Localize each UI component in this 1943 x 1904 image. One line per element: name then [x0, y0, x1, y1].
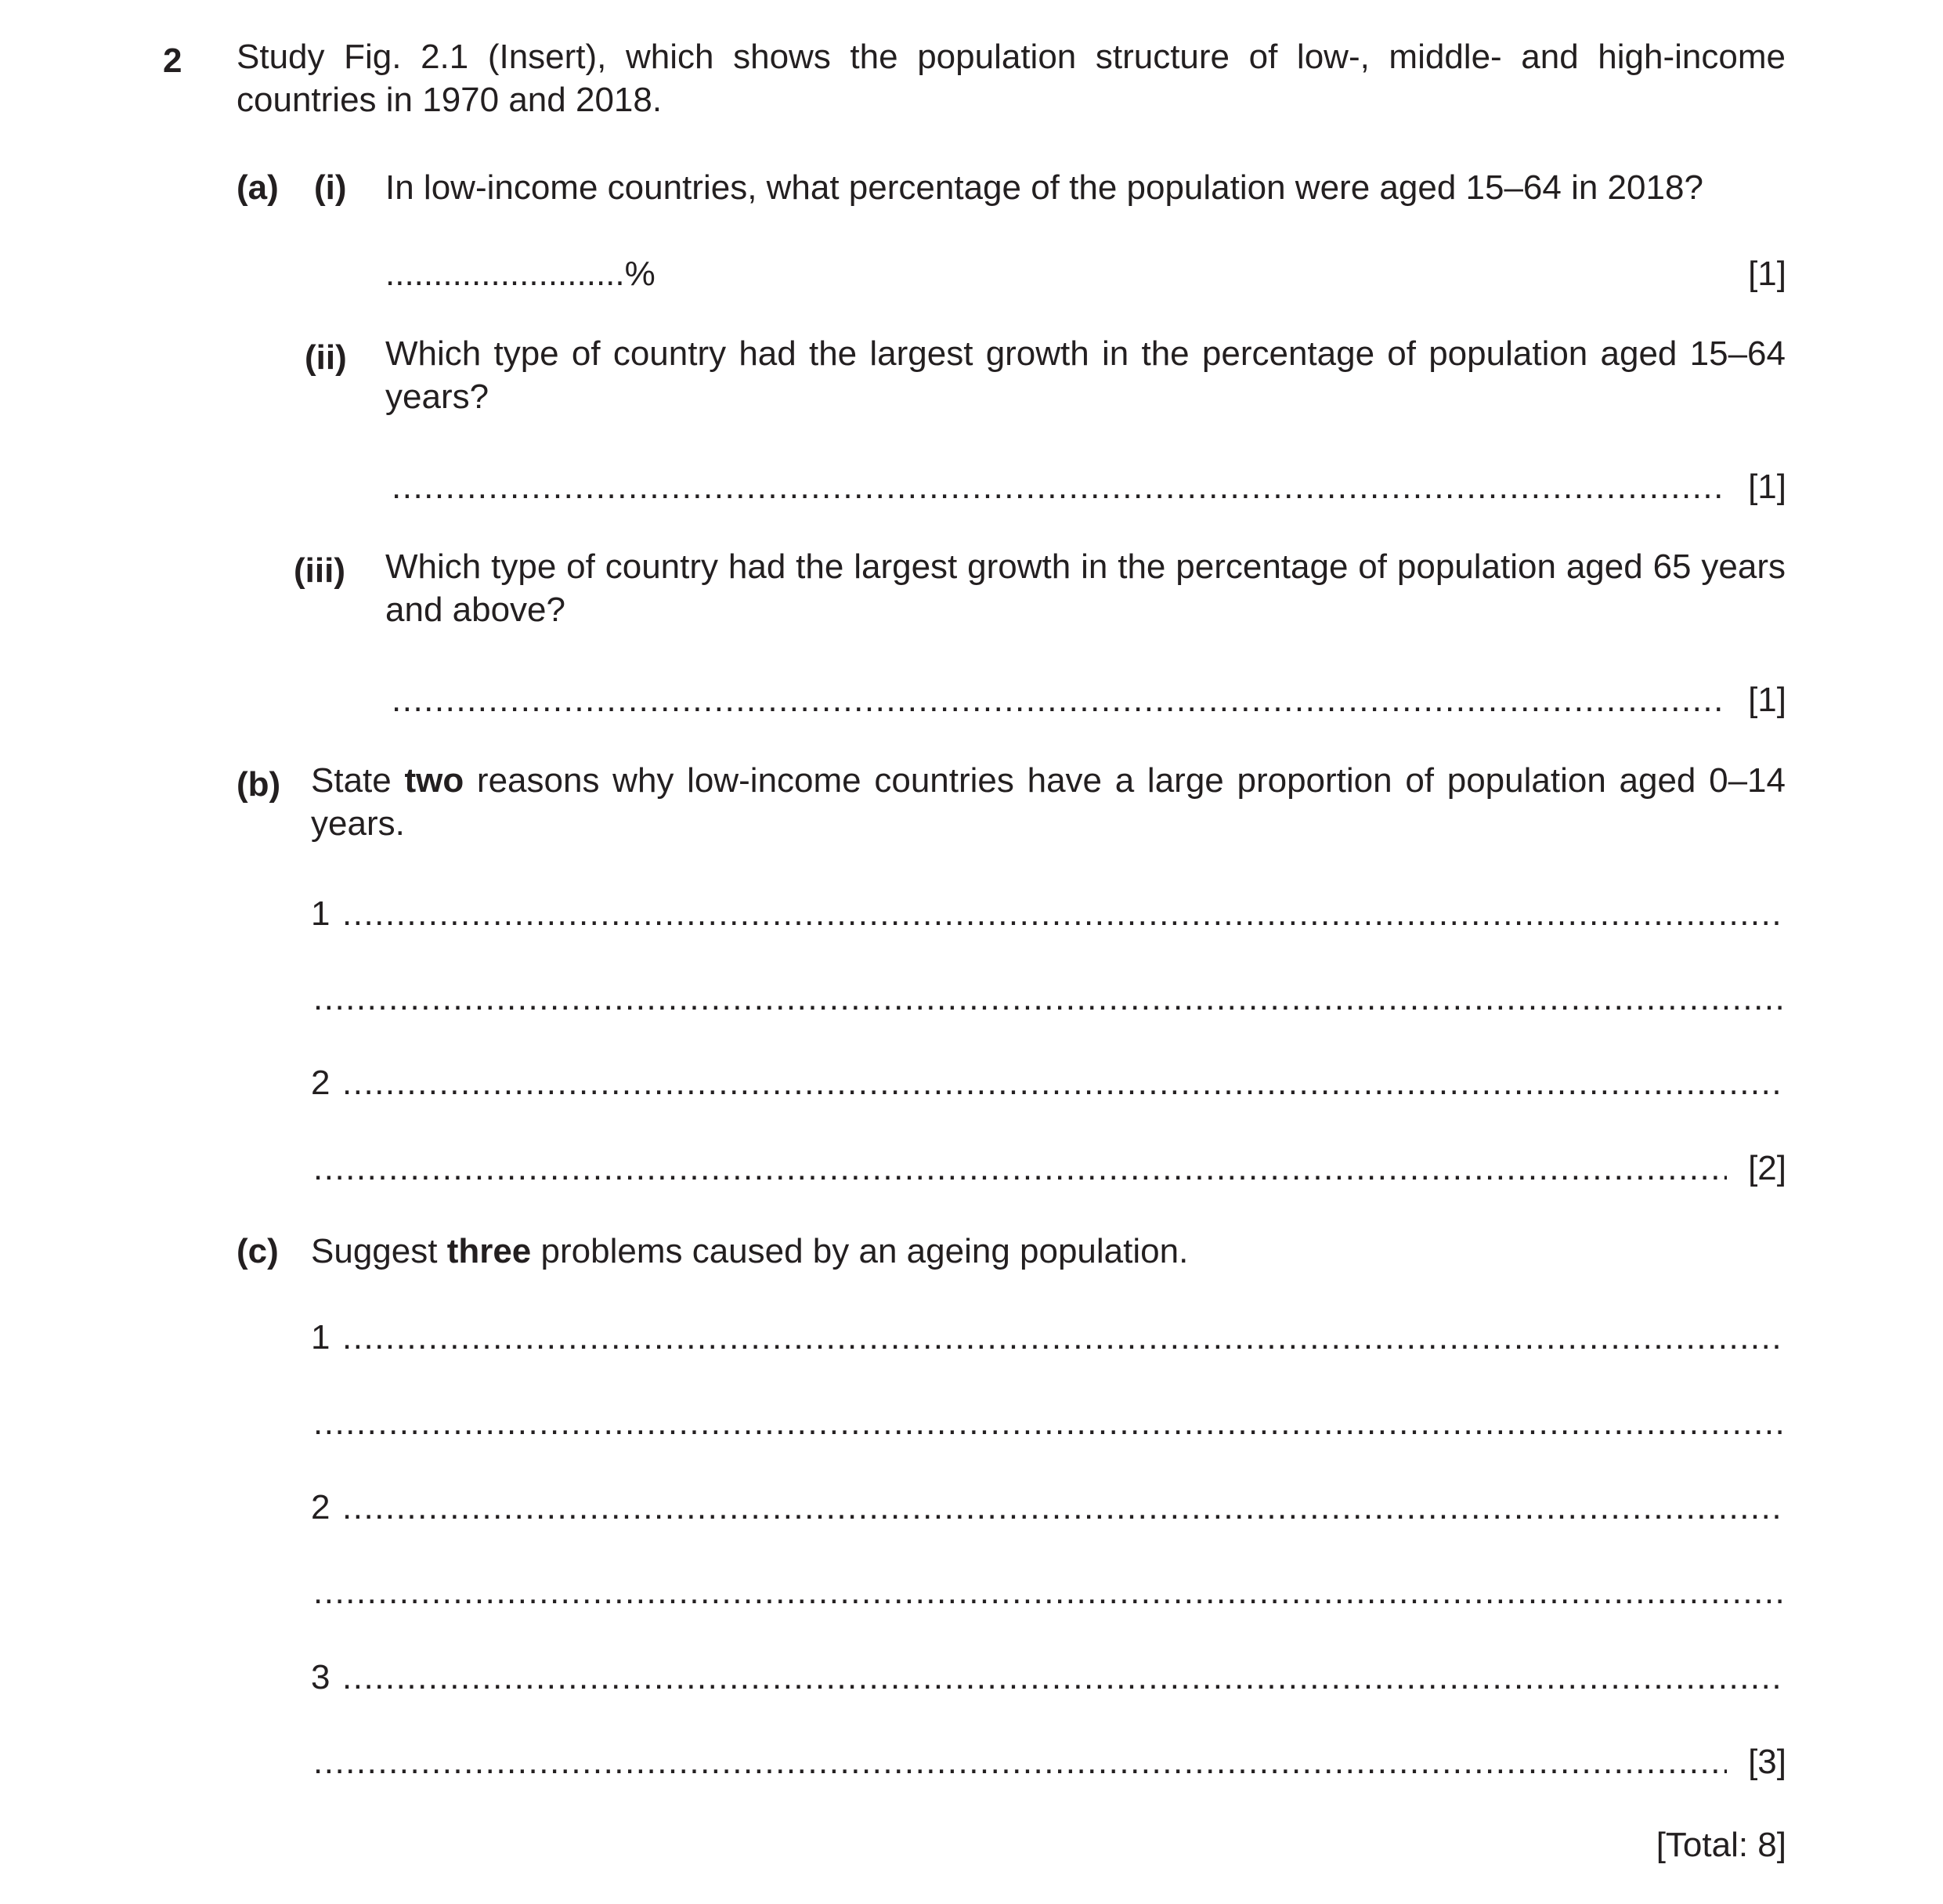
part-c-line-number-2: 2 [311, 1488, 330, 1526]
question-total-marks: [Total: 8] [1656, 1826, 1786, 1864]
question-intro: Study Fig. 2.1 (Insert), which shows the population structure of low-, middle- and high-income countries in 1970 and 2018. [237, 38, 1786, 119]
part-a-iii-answer-line[interactable] [392, 683, 1727, 717]
part-b-label: (b) [237, 765, 281, 804]
part-b-marks: [2] [1748, 1149, 1786, 1187]
part-a-ii-answer-line[interactable] [392, 470, 1727, 504]
part-b-text-before: State [311, 761, 405, 800]
part-a-i-text: In low-income countries, what percentage of the population were aged 15–64 in 2018? [385, 168, 1703, 207]
part-c-text-after: problems caused by an ageing population. [531, 1232, 1189, 1270]
part-c-line-number-1: 1 [311, 1318, 330, 1357]
part-c-marks: [3] [1748, 1743, 1786, 1781]
part-b-answer-line-2a[interactable] [342, 1066, 1786, 1100]
part-c-text-before: Suggest [311, 1232, 447, 1270]
part-c-line-number-3: 3 [311, 1658, 330, 1696]
part-a-ii-label: (ii) [305, 338, 347, 377]
part-c-answer-line-3a[interactable] [342, 1660, 1786, 1695]
question-number: 2 [163, 42, 182, 80]
part-c-text [311, 1234, 1188, 1269]
part-a-i-label: (i) [314, 168, 347, 207]
part-a-i-marks: [1] [1748, 255, 1786, 293]
part-b-answer-line-1b[interactable] [313, 981, 1786, 1016]
part-a-iii-marks: [1] [1748, 681, 1786, 719]
part-a-iii-text: Which type of country had the largest growth in the percentage of population aged 65 years and above? [385, 547, 1786, 629]
part-c-answer-line-2b[interactable] [313, 1575, 1786, 1610]
part-c-answer-line-1b[interactable] [313, 1406, 1786, 1440]
part-b-text-after: reasons why low-income countries have a large proportion of population aged 0–14 years. [311, 761, 1786, 843]
part-c-label: (c) [237, 1232, 279, 1270]
part-a-ii-marks: [1] [1748, 468, 1786, 506]
part-b-text [311, 759, 1786, 845]
part-a-label: (a) [237, 168, 279, 207]
part-a-iii-label: (iii) [294, 551, 345, 590]
part-b-answer-line-2b[interactable] [313, 1151, 1727, 1186]
part-b-line-number-1: 1 [311, 894, 330, 933]
part-c-answer-line-2a[interactable] [342, 1490, 1786, 1525]
part-b-line-number-2: 2 [311, 1064, 330, 1102]
part-c-answer-line-1a[interactable] [342, 1321, 1786, 1355]
part-c-answer-line-3b[interactable] [313, 1745, 1727, 1779]
part-b-answer-line-1a[interactable] [342, 897, 1786, 931]
part-b-text-bold: two [404, 761, 464, 800]
part-a-i-answer-field[interactable]: .........................% [385, 255, 655, 293]
part-c-text-bold: three [446, 1232, 532, 1270]
part-a-ii-text: Which type of country had the largest growth in the percentage of population aged 15–64 years? [385, 334, 1786, 416]
